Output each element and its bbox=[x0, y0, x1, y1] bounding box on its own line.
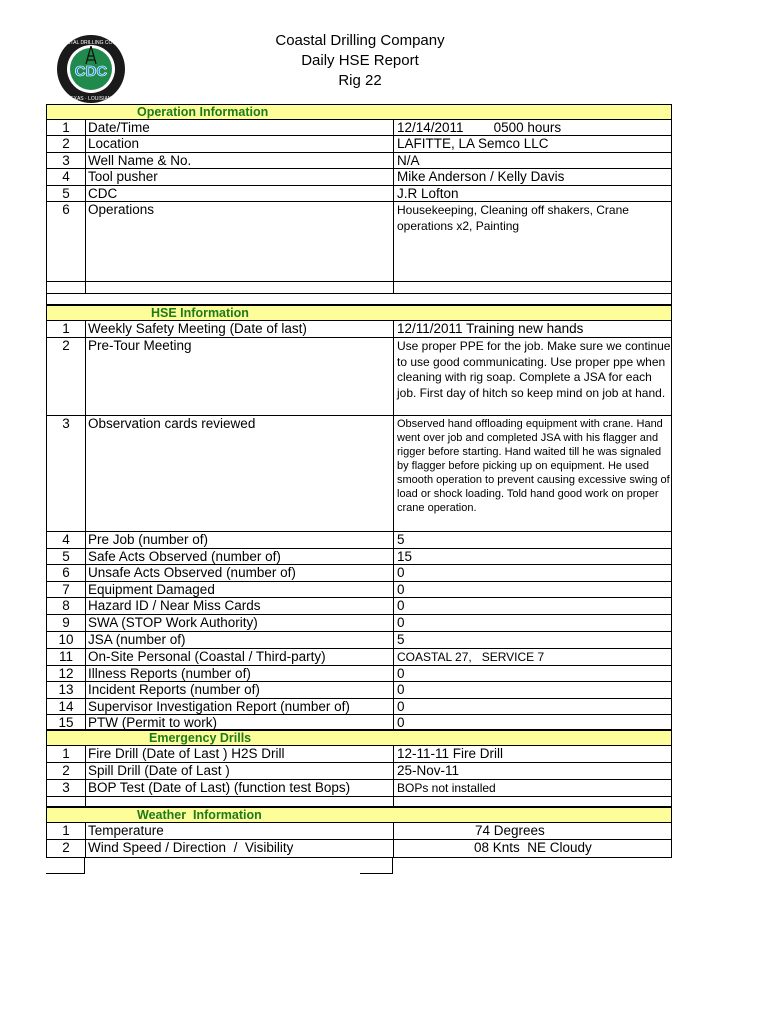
row-number: 1 bbox=[47, 120, 86, 135]
row-value: 12-11-11 Fire Drill bbox=[393, 746, 671, 762]
table-row bbox=[46, 840, 672, 858]
table-row bbox=[46, 763, 672, 780]
row-number: 3 bbox=[47, 153, 86, 168]
table-row bbox=[46, 699, 672, 715]
row-number: 14 bbox=[47, 699, 86, 714]
row-number: 4 bbox=[47, 169, 86, 185]
section-title: Operation Information bbox=[137, 105, 269, 119]
row-value: 0 bbox=[393, 715, 671, 729]
section-hse-header bbox=[46, 305, 672, 321]
row-label: Date/Time bbox=[88, 120, 150, 135]
table-row bbox=[46, 416, 672, 532]
row-value: Observed hand offloading equipment with crane. Hand went over job and completed JSA with his flagger and rigger before starting. Hand waited till he was signaled by flagger before picking up on equipment. He used smooth operation to prevent causing excessive swing of load or shock loading. Told hand good work on proper crane operation. bbox=[393, 416, 671, 531]
table-row bbox=[46, 565, 672, 582]
row-label: JSA (number of) bbox=[88, 632, 186, 647]
blank-row bbox=[46, 797, 672, 807]
row-value: 12/11/2011 Training new hands bbox=[393, 321, 671, 337]
row-number: 15 bbox=[47, 715, 86, 729]
row-label: Well Name & No. bbox=[88, 153, 192, 168]
row-label: Operations bbox=[88, 202, 155, 217]
table-row bbox=[46, 632, 672, 649]
table-row bbox=[46, 120, 672, 136]
table-row bbox=[46, 532, 672, 549]
row-number: 1 bbox=[47, 321, 86, 337]
row-label: Tool pusher bbox=[88, 169, 158, 184]
table-row bbox=[46, 153, 672, 169]
row-value: 0 bbox=[393, 699, 671, 714]
row-label: Unsafe Acts Observed (number of) bbox=[88, 565, 296, 580]
row-label: On-Site Personal (Coastal / Third-party) bbox=[88, 649, 326, 664]
svg-text:TEXAS · LOUISIANA: TEXAS · LOUISIANA bbox=[67, 96, 115, 102]
row-number: 7 bbox=[47, 582, 86, 597]
table-row bbox=[46, 715, 672, 730]
table-row bbox=[46, 549, 672, 565]
row-label: Illness Reports (number of) bbox=[88, 666, 251, 681]
row-number: 1 bbox=[47, 823, 86, 839]
row-number: 2 bbox=[47, 763, 86, 779]
table-row bbox=[46, 321, 672, 338]
row-label: Spill Drill (Date of Last ) bbox=[88, 763, 230, 778]
table-row bbox=[46, 582, 672, 598]
trailing-cell bbox=[46, 858, 85, 874]
row-number: 12 bbox=[47, 666, 86, 681]
row-value: Mike Anderson / Kelly Davis bbox=[393, 169, 671, 185]
row-value: 08 Knts NE Cloudy bbox=[393, 840, 671, 857]
row-value: Use proper PPE for the job. Make sure we continue to use good communicating. Use proper ppe when cleaning with rig soap. Complete a JSA for each job. First day of hitch so keep mind on job at hand. bbox=[393, 338, 671, 415]
row-number: 3 bbox=[47, 780, 86, 796]
table-row bbox=[46, 598, 672, 615]
trailing-cell bbox=[360, 858, 393, 874]
row-number: 2 bbox=[47, 136, 86, 152]
row-value: N/A bbox=[393, 153, 671, 168]
row-number: 10 bbox=[47, 632, 86, 648]
row-label: Safe Acts Observed (number of) bbox=[88, 549, 281, 564]
row-number: 8 bbox=[47, 598, 86, 614]
row-label: Pre Job (number of) bbox=[88, 532, 209, 547]
section-title: Weather Information bbox=[137, 808, 262, 822]
svg-text:COASTAL DRILLING CO., LLC: COASTAL DRILLING CO., LLC bbox=[56, 40, 126, 46]
row-number: 11 bbox=[47, 649, 86, 665]
row-label: Weekly Safety Meeting (Date of last) bbox=[88, 321, 307, 336]
row-label: SWA (STOP Work Authority) bbox=[88, 615, 258, 630]
row-value: 12/14/2011 0500 hours bbox=[393, 120, 671, 135]
row-number: 6 bbox=[47, 565, 86, 581]
row-value: 74 Degrees bbox=[393, 823, 671, 839]
table-row bbox=[46, 780, 672, 797]
row-label: Supervisor Investigation Report (number of) bbox=[88, 699, 350, 714]
row-value: 0 bbox=[393, 666, 671, 681]
row-number: 1 bbox=[47, 746, 86, 762]
row-value: J.R Lofton bbox=[393, 186, 671, 201]
row-label: Incident Reports (number of) bbox=[88, 682, 260, 697]
row-number: 5 bbox=[47, 186, 86, 201]
table-row bbox=[46, 169, 672, 186]
section-drills-header bbox=[46, 730, 672, 746]
row-number: 5 bbox=[47, 549, 86, 564]
blank-row bbox=[46, 294, 672, 305]
row-value: BOPs not installed bbox=[393, 780, 671, 796]
row-number: 9 bbox=[47, 615, 86, 631]
row-label: Equipment Damaged bbox=[88, 582, 215, 597]
report-title: Daily HSE Report bbox=[301, 52, 419, 69]
row-number: 2 bbox=[47, 338, 86, 415]
row-value: 15 bbox=[393, 549, 671, 564]
row-value: LAFITTE, LA Semco LLC bbox=[393, 136, 671, 152]
row-label: Hazard ID / Near Miss Cards bbox=[88, 598, 261, 613]
table-row bbox=[46, 649, 672, 666]
table-row bbox=[46, 746, 672, 763]
row-value: 25-Nov-11 bbox=[393, 763, 671, 779]
table-row bbox=[46, 338, 672, 416]
row-label: PTW (Permit to work) bbox=[88, 715, 218, 730]
company-name: Coastal Drilling Company bbox=[275, 32, 445, 49]
row-number: 6 bbox=[47, 202, 86, 281]
row-value: 0 bbox=[393, 682, 671, 698]
row-label: Temperature bbox=[88, 823, 164, 838]
row-number: 3 bbox=[47, 416, 86, 531]
row-number: 2 bbox=[47, 840, 86, 857]
row-label: CDC bbox=[88, 186, 118, 201]
row-label: Location bbox=[88, 136, 140, 151]
row-value: 5 bbox=[393, 532, 671, 548]
row-value: 0 bbox=[393, 615, 671, 631]
row-value: 5 bbox=[393, 632, 671, 648]
section-title: Emergency Drills bbox=[149, 731, 252, 745]
row-value: 0 bbox=[393, 565, 671, 581]
table-row bbox=[46, 823, 672, 840]
blank-row bbox=[46, 282, 672, 294]
table-row bbox=[46, 666, 672, 682]
rig-name: Rig 22 bbox=[338, 72, 382, 89]
table-row bbox=[46, 186, 672, 202]
row-value: COASTAL 27, SERVICE 7 bbox=[393, 649, 671, 665]
company-logo bbox=[56, 34, 126, 104]
section-title: HSE Information bbox=[151, 306, 249, 320]
section-operation-header bbox=[46, 104, 672, 120]
table-row bbox=[46, 202, 672, 282]
section-weather-header bbox=[46, 807, 672, 823]
row-label: BOP Test (Date of Last) (function test Bops) bbox=[88, 780, 351, 795]
row-number: 4 bbox=[47, 532, 86, 548]
row-value: 0 bbox=[393, 582, 671, 597]
row-number: 13 bbox=[47, 682, 86, 698]
svg-text:CDC: CDC bbox=[74, 63, 108, 80]
row-value: Housekeeping, Cleaning off shakers, Crane operations x2, Painting bbox=[393, 202, 671, 281]
row-label: Wind Speed / Direction / Visibility bbox=[88, 840, 294, 855]
row-label: Observation cards reviewed bbox=[88, 416, 256, 431]
table-row bbox=[46, 682, 672, 699]
table-row bbox=[46, 136, 672, 153]
row-label: Pre-Tour Meeting bbox=[88, 338, 192, 353]
row-value: 0 bbox=[393, 598, 671, 614]
row-label: Fire Drill (Date of Last ) H2S Drill bbox=[88, 746, 285, 761]
table-row bbox=[46, 615, 672, 632]
